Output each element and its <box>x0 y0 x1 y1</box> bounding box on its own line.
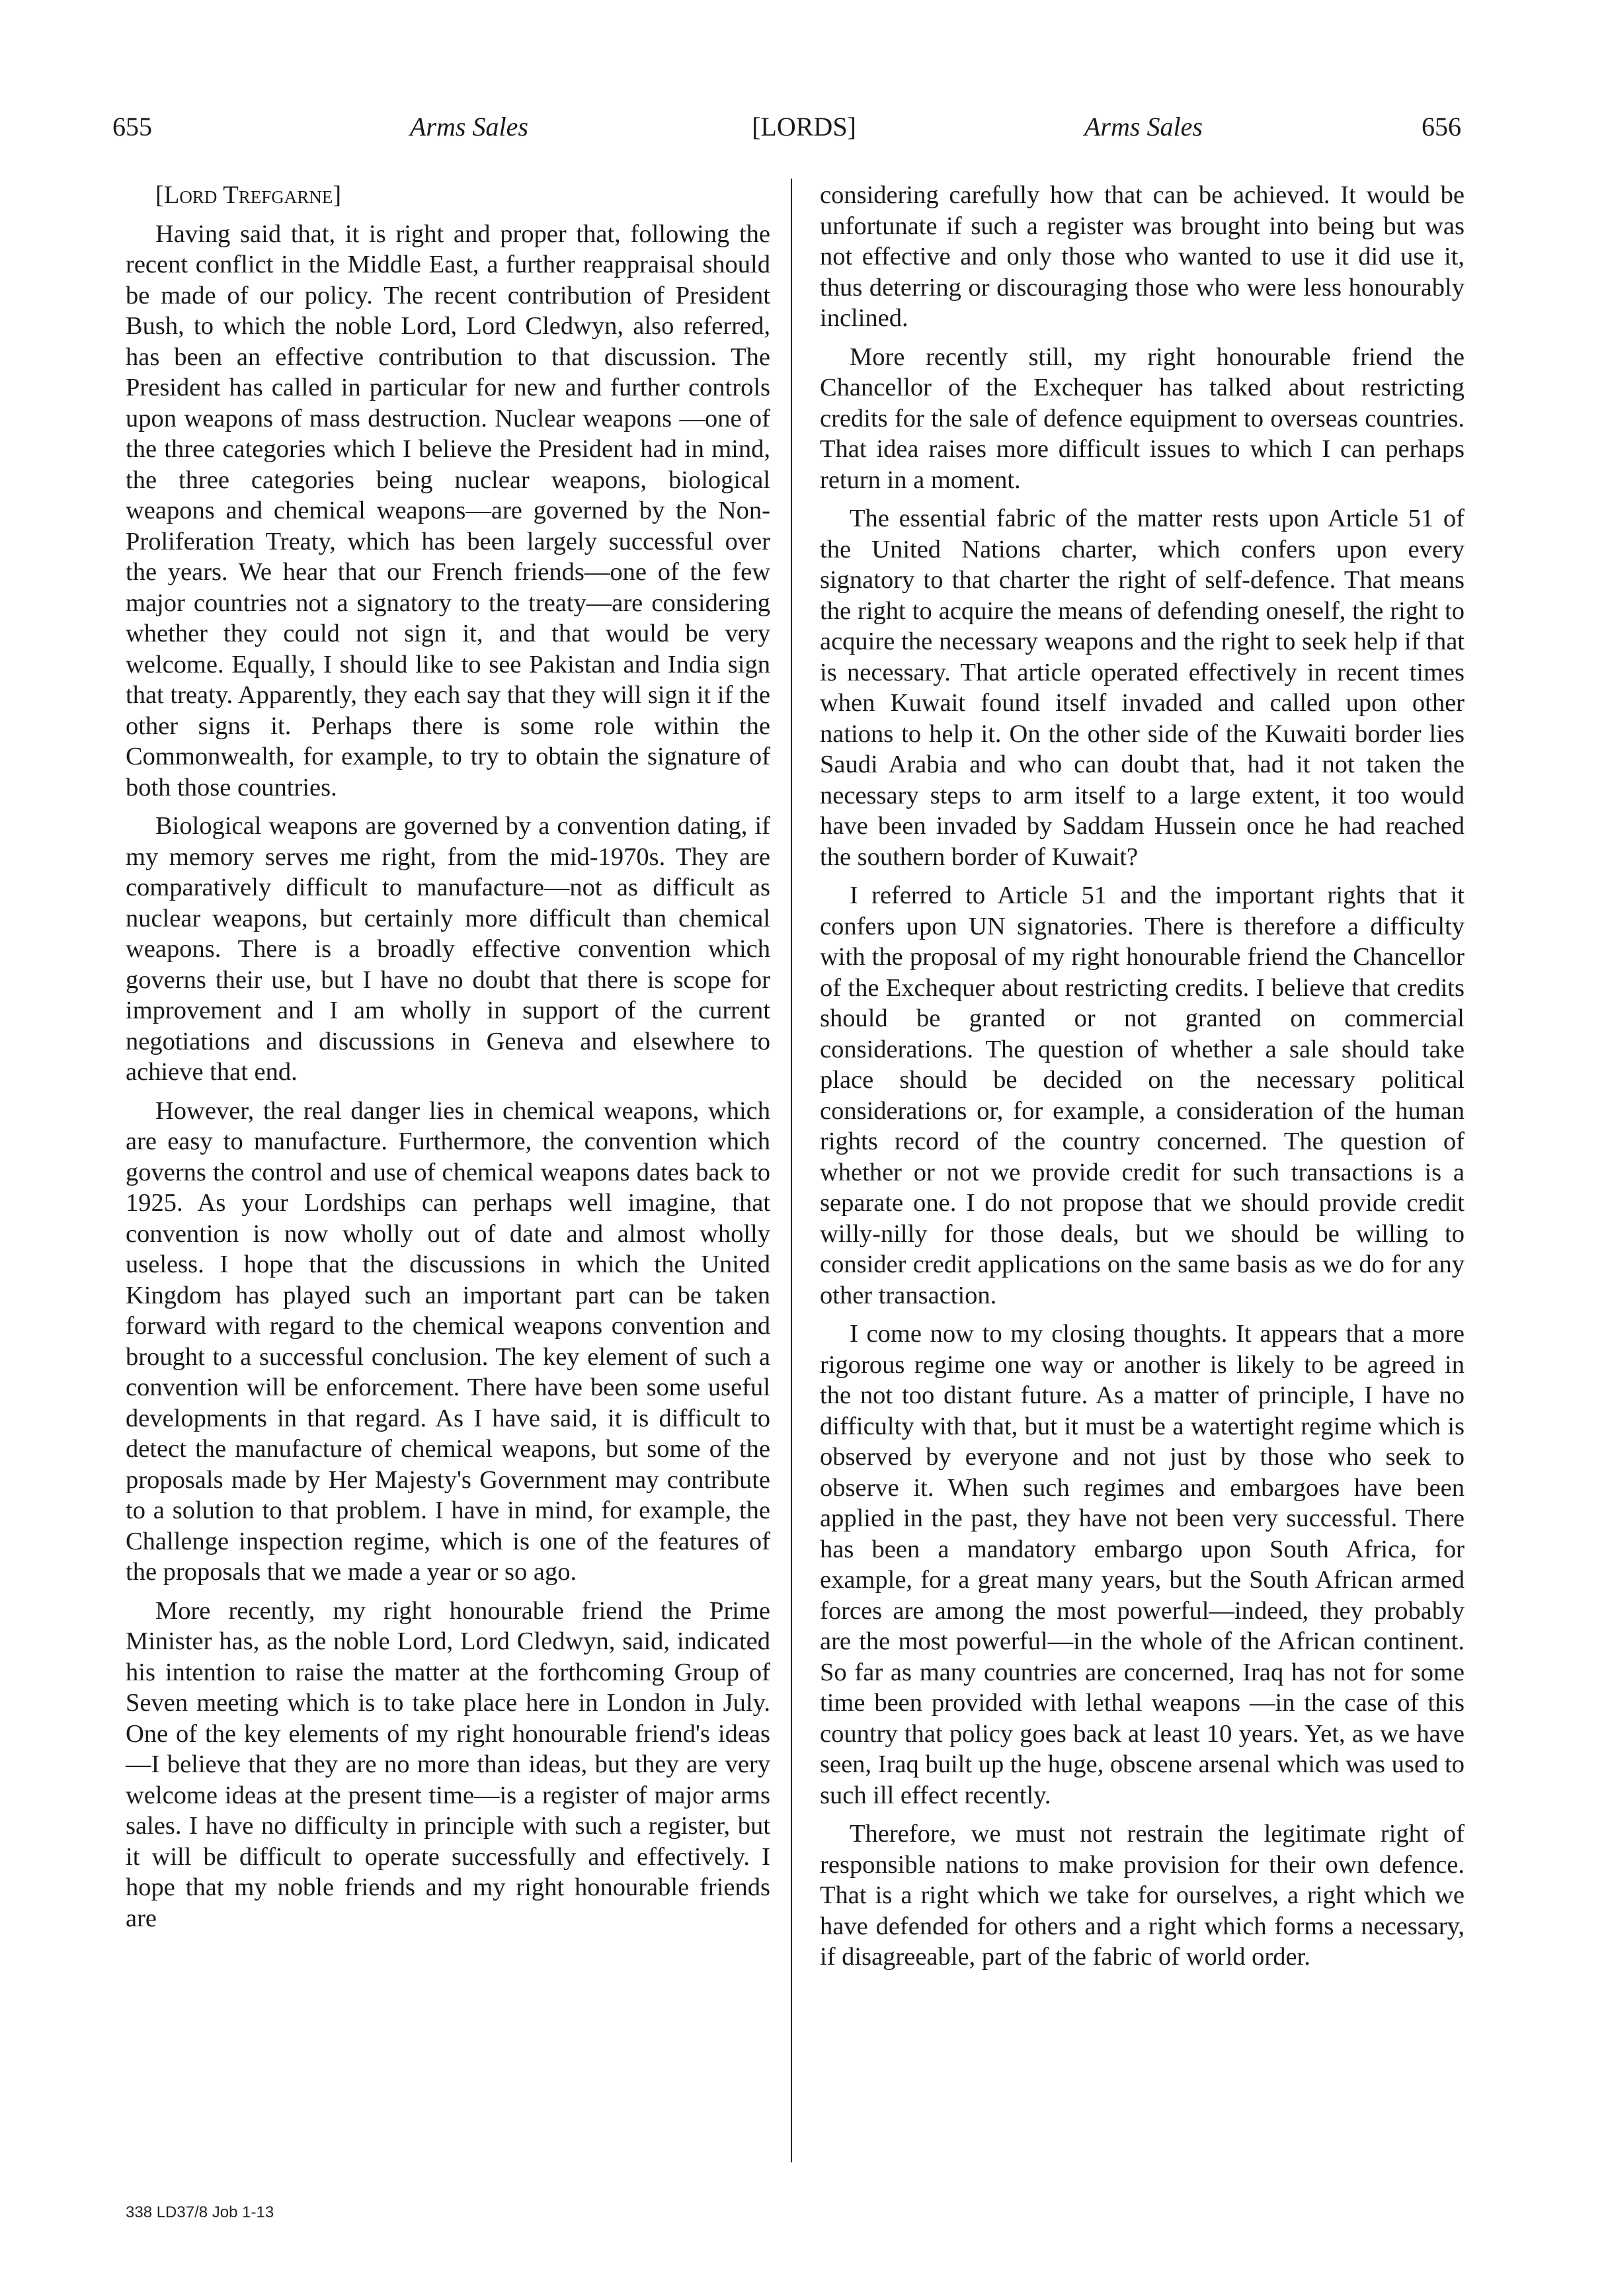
page-number-left: 655 <box>112 112 152 142</box>
left-column <box>126 180 770 1942</box>
right-column <box>820 180 1465 1981</box>
paragraph: I referred to Article 51 and the important rights that it confers upon UN signatories. There is therefore a difficulty with the proposal of my right honourable friend the Chancellor of the Exchequer about restricting credits. I believe that credits should be granted or not granted on commercial considerations. The question of whether a sale should take place should be decided on the necessary political considerations or, for example, a consideration of the human rights record of the country concerned. The question of whether or not we provide credit for such transactions is a separate one. I do not propose that we should provide credit willy-nilly for those deals, but we should be willing to consider credit applications on the same basis as we do for any other transaction. <box>820 882 1465 1309</box>
paragraph: I come now to my closing thoughts. It appears that a more rigorous regime one way or another is likely to be agreed in the not too distant future. As a matter of principle, I have no difficulty with that, but it must be a watertight regime which is observed by everyone and not just by those who seek to observe it. When such regimes and embargoes have been applied in the past, they have not been very successful. There has been a mandatory embargo upon South Africa, for example, for a great many years, but the South African armed forces are among the most powerful—indeed, they probably are the most powerful—in the whole of the African continent. So far as many countries are concerned, Iraq has not for some time been provided with lethal weapons —in the case of this country that policy goes back at least 10 years. Yet, as we have seen, Iraq built up the huge, obscene arsenal which was used to such ill effect recently. <box>820 1320 1465 1809</box>
paragraph: More recently still, my right honourable friend the Chancellor of the Exchequer has talked about restricting credits for the sale of defence equipment to overseas countries. That idea raises more difficult issues to which I can perhaps return in a moment. <box>820 343 1465 494</box>
house-label: [LORDS] <box>752 112 856 142</box>
paragraph: However, the real danger lies in chemical weapons, which are easy to manufacture. Furthermore, the convention which governs the control and use of chemical weapons dates back to 1925. As your Lordships can perhaps well imagine, that convention is now wholly out of date and almost wholly useless. I hope that the discussions in which the United Kingdom has played such an important part can be taken forward with regard to the chemical weapons convention and brought to a successful conclusion. The key element of such a convention will be enforcement. There have been some useful developments in that regard. As I have said, it is difficult to detect the manufacture of chemical weapons, but some of the proposals made by Her Majesty's Government may contribute to a solution to that problem. I have in mind, for example, the Challenge inspection regime, which is one of the features of the proposals that we made a year or so ago. <box>126 1096 770 1586</box>
paragraph: The essential fabric of the matter rests upon Article 51 of the United Nations charter, which confers upon every signatory to that charter the right of self-defence. That means the right to acquire the means of defending oneself, the right to acquire the necessary weapons and the right to seek help if that is necessary. That article operated effectively in recent times when Kuwait found itself invaded and called upon other nations to help it. On the other side of the Kuwaiti border lies Saudi Arabia and who can doubt that, had it not taken the necessary steps to arm itself to a large extent, it too would have been invaded by Saddam Hussein once he had reached the southern border of Kuwait? <box>820 505 1465 871</box>
paragraph: Therefore, we must not restrain the legitimate right of responsible nations to make provision for their own defence. That is a right which we take for ourselves, a right which we have defended for others and a right which forms a necessary, if disagreeable, part of the fabric of world order. <box>820 1820 1465 1971</box>
paragraph: More recently, my right honourable friend the Prime Minister has, as the noble Lord, Lord Cledwyn, said, indicated his intention to raise the matter at the forthcoming Group of Seven meeting which is to take place here in London in July. One of the key elements of my right honourable friend's ideas—I believe that they are no more than ideas, but they are very welcome ideas at the present time—is a register of major arms sales. I have no difficulty in principle with such a register, but it will be difficult to operate successfully and effectively. I hope that my noble friends and my right honourable friends are <box>126 1596 770 1932</box>
paragraph: considering carefully how that can be achieved. It would be unfortunate if such a register was brought into being but was not effective and only those who wanted to use it did use it, thus deterring or discouraging those who were less honourably inclined. <box>820 181 1465 332</box>
column-divider <box>791 179 792 2162</box>
paragraph: Having said that, it is right and proper that, following the recent conflict in the Middle East, a further reappraisal should be made of our policy. The recent contribution of President Bush, to which the noble Lord, Lord Cledwyn, also referred, has been an effective contribution to that discussion. The President has called in particular for new and further controls upon weapons of mass destruction. Nuclear weapons —one of the three categories which I believe the President had in mind, the three categories being nuclear weapons, biological weapons and chemical weapons—are governed by the Non-Proliferation Treaty, which has been largely successful over the years. We hear that our French friends—one of the few major countries not a signatory to the treaty—are considering whether they could not sign it, and that would be very welcome. Equally, I should like to see Pakistan and India sign that treaty. Apparently, they each say that they will sign it if the other signs it. Perhaps there is some role within the Commonwealth, for example, to try to obtain the signature of both those countries. <box>126 220 770 801</box>
page-number-right: 656 <box>1422 112 1461 142</box>
page-header <box>0 111 1608 157</box>
speaker-attribution: [Lord Trefgarne] <box>155 181 342 209</box>
running-title-left: Arms Sales <box>410 112 528 142</box>
print-code: 338 LD37/8 Job 1-13 <box>126 2203 274 2221</box>
running-title-right: Arms Sales <box>1084 112 1203 142</box>
paragraph: Biological weapons are governed by a convention dating, if my memory serves me right, from the mid-1970s. They are comparatively difficult to manufacture—not as difficult as nuclear weapons, but certainly more difficult than chemical weapons. There is a broadly effective convention which governs their use, but I have no doubt that there is scope for improvement and I am wholly in support of the current negotiations and discussions in Geneva and elsewhere to achieve that end. <box>126 812 770 1086</box>
